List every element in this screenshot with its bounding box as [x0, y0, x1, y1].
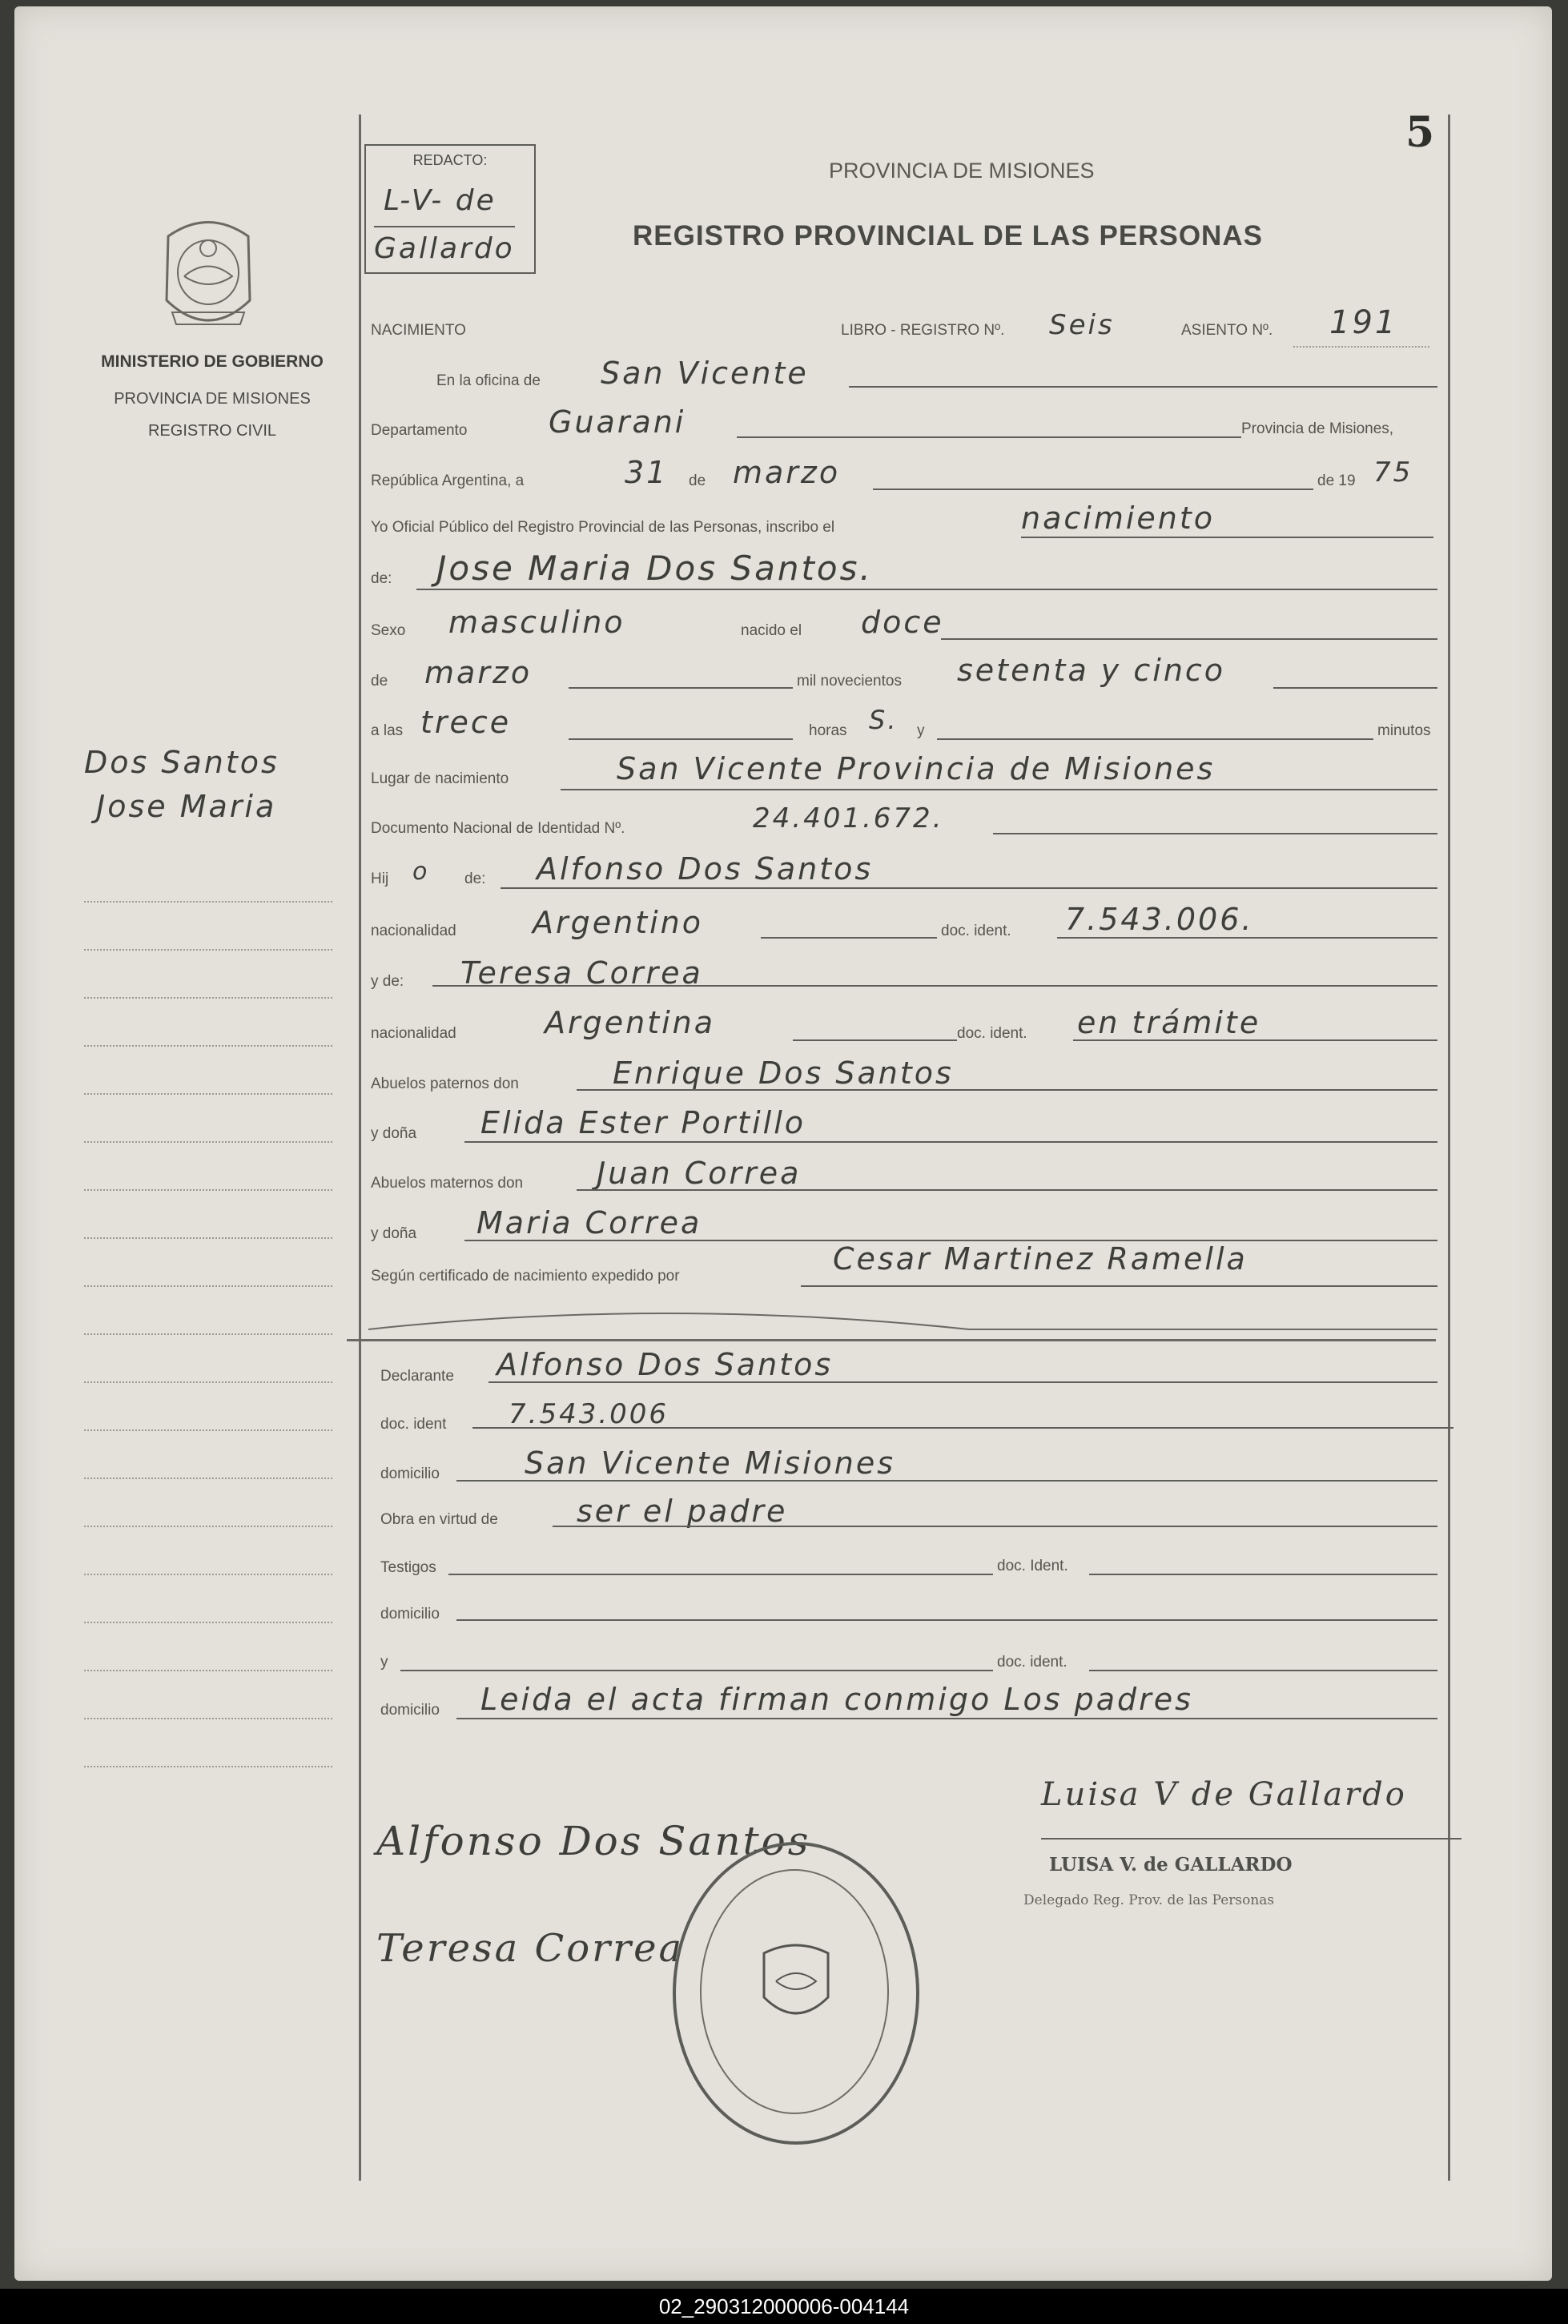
cierre-value: Leida el acta firman conmigo Los padres: [480, 1682, 1193, 1717]
header-province: PROVINCIA DE MISIONES: [829, 159, 1095, 183]
testigo2-doc-label: doc. ident.: [997, 1654, 1067, 1671]
testigos-doc-label: doc. Ident.: [997, 1558, 1068, 1574]
de-label-2: de:: [371, 570, 392, 587]
redacto-line2: Gallardo: [374, 226, 515, 265]
abuela-pat-value: Elida Ester Portillo: [480, 1105, 806, 1140]
margin-note-surname: Dos Santos: [84, 745, 279, 780]
certificado-value: Cesar Martinez Ramella: [833, 1241, 1248, 1277]
asiento-value: 191: [1329, 304, 1398, 341]
left-civil: REGISTRO CIVIL: [147, 422, 277, 440]
testigo2-doc-rule: [1089, 1670, 1437, 1671]
republica-label: República Argentina, a: [371, 472, 525, 489]
y-label: y: [917, 722, 925, 739]
minutos-label: minutos: [1377, 722, 1431, 739]
left-margin-rule: [359, 115, 361, 2181]
declarante-rule: [488, 1381, 1437, 1383]
mother-signature: Teresa Correa: [376, 1926, 685, 1971]
doc-ident-decl-rule: [472, 1427, 1453, 1429]
abuelo-mat-value: Juan Correa: [597, 1156, 802, 1191]
nacionalidad-madre-label: nacionalidad: [371, 1025, 456, 1042]
sexo-value: masculino: [448, 605, 625, 640]
testigos-label: Testigos: [380, 1559, 436, 1576]
anio-value: 75: [1373, 456, 1413, 489]
dia-value: 31: [625, 455, 669, 490]
nacido-label: nacido el: [741, 622, 802, 639]
doc-ident-decl-value: 7.543.006: [509, 1398, 669, 1430]
abuelos-mat-label: Abuelos maternos don: [371, 1175, 524, 1192]
nac-padre-value: Argentino: [533, 905, 703, 940]
separator-curve: [344, 1305, 1437, 1337]
hora-rule: [569, 738, 793, 740]
horas-value: S.: [869, 705, 899, 735]
doc-madre-value: en trámite: [1077, 1005, 1261, 1040]
abuelo-pat-rule: [577, 1089, 1437, 1091]
horas-label: horas: [809, 722, 847, 739]
official-title: Delegado Reg. Prov. de las Personas: [1023, 1892, 1275, 1908]
mes-nac-value: marzo: [424, 655, 533, 690]
record-type: NACIMIENTO: [371, 322, 466, 339]
nacido-value: doce: [861, 605, 944, 640]
redacto-box: [364, 144, 536, 274]
libro-value: Seis: [1049, 309, 1115, 341]
fecha-rule: [873, 489, 1313, 490]
hijo-suffix: o: [412, 858, 430, 886]
abuelo-pat-value: Enrique Dos Santos: [613, 1055, 954, 1091]
ydona-pat-label: y doña: [371, 1125, 417, 1142]
hora-value: trece: [420, 705, 512, 740]
official-name: LUISA V. de GALLARDO: [1049, 1854, 1293, 1876]
inscribo-value: nacimiento: [1021, 501, 1216, 536]
alas-label: a las: [371, 722, 404, 739]
domicilio-3-label: domicilio: [380, 1702, 440, 1719]
coat-of-arms-emblem: [152, 212, 264, 340]
nac-padre-rule: [761, 937, 937, 939]
departamento-label: Departamento: [371, 422, 468, 439]
obra-label: Obra en virtud de: [380, 1511, 498, 1528]
departamento-value: Guarani: [549, 404, 686, 440]
lugar-label: Lugar de nacimiento: [371, 770, 509, 787]
anio-nac-value: setenta y cinco: [957, 653, 1226, 688]
padre-value: Alfonso Dos Santos: [537, 851, 874, 887]
departamento-rule: [737, 436, 1241, 438]
yde-label: y de:: [371, 973, 404, 990]
doc-madre-rule: [1073, 1039, 1437, 1041]
registry-seal-stamp: [673, 1842, 919, 2145]
left-ministry: MINISTERIO DE GOBIERNO: [101, 352, 324, 371]
asiento-dots: [1293, 346, 1429, 348]
domicilio-2-rule: [456, 1619, 1437, 1621]
margin-note-name: Jose Maria: [96, 789, 277, 824]
dni-label: Documento Nacional de Identidad Nº.: [371, 820, 625, 837]
oficina-label: En la oficina de: [436, 372, 541, 389]
testigos-rule: [448, 1574, 993, 1575]
abuelo-mat-rule: [577, 1189, 1437, 1191]
nac-madre-rule: [793, 1039, 957, 1041]
madre-value: Teresa Correa: [460, 955, 703, 991]
official-signature: Luisa V de Gallardo: [1041, 1776, 1407, 1813]
domicilio-decl-rule: [456, 1480, 1437, 1482]
doc-ident-madre-label: doc. ident.: [957, 1025, 1027, 1042]
sexo-label: Sexo: [371, 622, 406, 639]
abuela-mat-value: Maria Correa: [476, 1205, 702, 1240]
nombre-rule: [416, 589, 1437, 590]
libro-label: LIBRO - REGISTRO Nº.: [841, 322, 1005, 339]
abuelos-pat-label: Abuelos paternos don: [371, 1076, 519, 1092]
mes-value: marzo: [733, 455, 841, 490]
right-margin-rule: [1448, 115, 1450, 2181]
de-label: de: [689, 472, 706, 489]
doc-ident-padre-label: doc. ident.: [941, 923, 1011, 939]
lugar-rule: [561, 789, 1437, 790]
asiento-label: ASIENTO Nº.: [1181, 322, 1273, 339]
de-label-4: de:: [464, 870, 486, 887]
nacido-rule: [941, 638, 1437, 640]
certificado-label: Según certificado de nacimiento expedido por: [371, 1268, 680, 1285]
dni-rule: [993, 833, 1437, 834]
y-testigo-label: y: [380, 1654, 388, 1671]
domicilio-decl-label: domicilio: [380, 1466, 440, 1482]
ydona-mat-label: y doña: [371, 1225, 417, 1242]
domicilio-decl-value: San Vicente Misiones: [525, 1445, 896, 1481]
de-label-3: de: [371, 673, 388, 690]
redacto-label: REDACTO:: [412, 152, 488, 168]
obra-rule: [553, 1526, 1437, 1527]
y-testigo-rule: [400, 1670, 993, 1671]
redacto-line1: L-V- de: [384, 184, 497, 217]
minutos-rule: [937, 738, 1373, 740]
declarante-label: Declarante: [380, 1368, 454, 1385]
inscribo-rule: [1021, 537, 1433, 538]
section-divider: [347, 1339, 1436, 1341]
provincia-suffix: Provincia de Misiones,: [1241, 420, 1394, 437]
nacionalidad-padre-label: nacionalidad: [371, 923, 456, 939]
hijo-label: Hij: [371, 870, 389, 887]
certificado-rule: [801, 1285, 1437, 1287]
domicilio-2-label: domicilio: [380, 1606, 440, 1622]
stamp-emblem-icon: [756, 1941, 836, 2029]
mes-nac-rule: [569, 687, 793, 689]
inscribo-label: Yo Oficial Público del Registro Provincial de las Personas, inscribo el: [371, 519, 835, 536]
doc-ident-decl-label: doc. ident: [380, 1416, 447, 1433]
madre-rule: [432, 985, 1437, 987]
cierre-rule: [456, 1718, 1437, 1719]
anio-nac-rule: [1273, 687, 1437, 689]
left-province: PROVINCIA DE MISIONES: [114, 390, 311, 408]
oficina-value: San Vicente: [601, 356, 809, 391]
page-number: 5: [1405, 108, 1435, 157]
footer-identifier: 02_290312000006-004144: [0, 2289, 1568, 2324]
header-registry: REGISTRO PROVINCIAL DE LAS PERSONAS: [633, 220, 1263, 251]
lugar-value: San Vicente Provincia de Misiones: [617, 751, 1216, 786]
doc-padre-value: 7.543.006.: [1065, 902, 1254, 937]
oficina-rule: [849, 386, 1437, 388]
doc-padre-rule: [1057, 937, 1437, 939]
declarante-value: Alfonso Dos Santos: [497, 1347, 834, 1382]
testigos-doc-rule: [1089, 1574, 1437, 1575]
padre-rule: [501, 887, 1437, 889]
mil-label: mil novecientos: [797, 673, 902, 690]
obra-value: ser el padre: [577, 1494, 788, 1529]
de-19-label: de 19: [1317, 472, 1356, 489]
nac-madre-value: Argentina: [545, 1005, 716, 1040]
father-signature: Alfonso Dos Santos: [376, 1818, 811, 1864]
official-sig-rule: [1041, 1838, 1461, 1839]
nombre-value: Jose Maria Dos Santos.: [436, 549, 873, 588]
abuela-pat-rule: [464, 1141, 1437, 1143]
dni-value: 24.401.672.: [753, 802, 944, 834]
